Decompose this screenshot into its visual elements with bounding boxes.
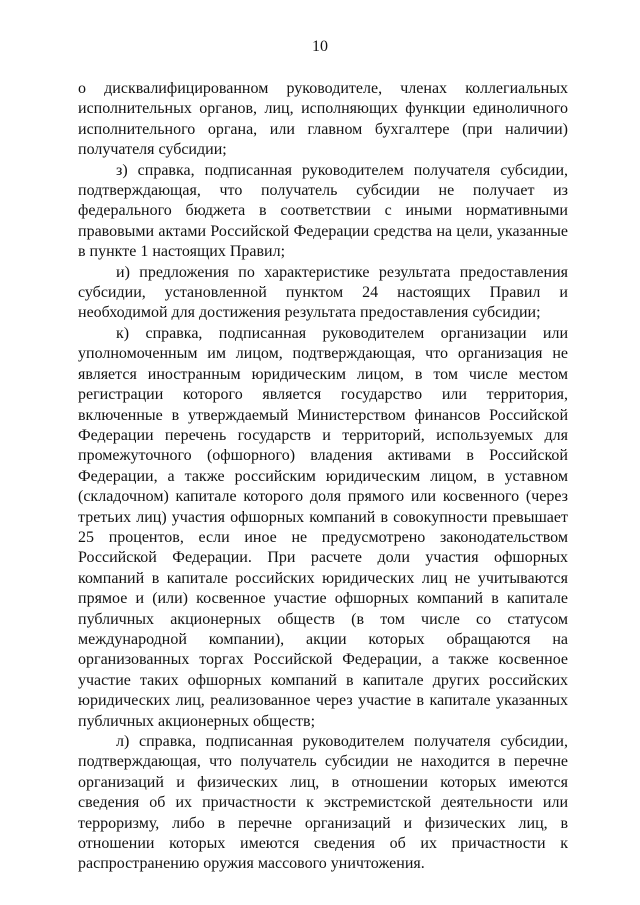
paragraph-item-i: и) предложения по характеристике результата предоставления субсидии, установленной пунктом 24 настоящих Правил и необходимой для достижения результата предоставления субсидии;: [78, 263, 568, 322]
document-body: [78, 79, 568, 875]
paragraph-item-k: к) справка, подписанная руководителем организации или уполномоченным им лицом, подтверждающая, что организация не является иностранным юридическим лицом, в том числе местом регистрации которого является государство или территория, включенные в утверждаемый Министерством финансов Российской Федерации перечень государств и территорий, используемых для промежуточного (офшорного) владения активами в Российской Федерации, а также российским юридическим лицом, в уставном (складочном) капитале которого доля прямого или косвенного (через третьих лиц) участия офшорных компаний в совокупности превышает 25 процентов, если иное не предусмотрено законодательством Российской Федерации. При расчете доли участия офшорных компаний в капитале российских юридических лиц не учитываются прямое и (или) косвенное участие офшорных компаний в капитале публичных акционерных обществ (в том числе со статусом международной компании), акции которых обращаются на организованных торгах Российской Федерации, а также косвенное участие таких офшорных компаний в капитале других российских юридических лиц, реализованное через участие в капитале указанных публичных акционерных обществ;: [78, 324, 568, 730]
page-number: 10: [312, 38, 328, 55]
paragraph-continuation: о дисквалифицированном руководителе, членах коллегиальных исполнительных органов, лиц, исполняющих функции единоличного исполнительного органа, или главном бухгалтере (при наличии) получателя субсидии;: [78, 80, 568, 159]
paragraph-item-l: л) справка, подписанная руководителем получателя субсидии, подтверждающая, что получатель субсидии не находится в перечне организаций и физических лиц, в отношении которых имеются сведения об их причастности к экстремистской деятельности или терроризму, либо в перечне организаций и физических лиц, в отношении которых имеются сведения об их причастности к распространению оружия массового уничтожения.: [78, 733, 568, 873]
paragraph-item-z: з) справка, подписанная руководителем получателя субсидии, подтверждающая, что получатель субсидии не получает из федерального бюджета в соответствии с иными нормативными правовыми актами Российской Федерации средства на цели, указанные в пункте 1 настоящих Правил;: [78, 161, 568, 261]
